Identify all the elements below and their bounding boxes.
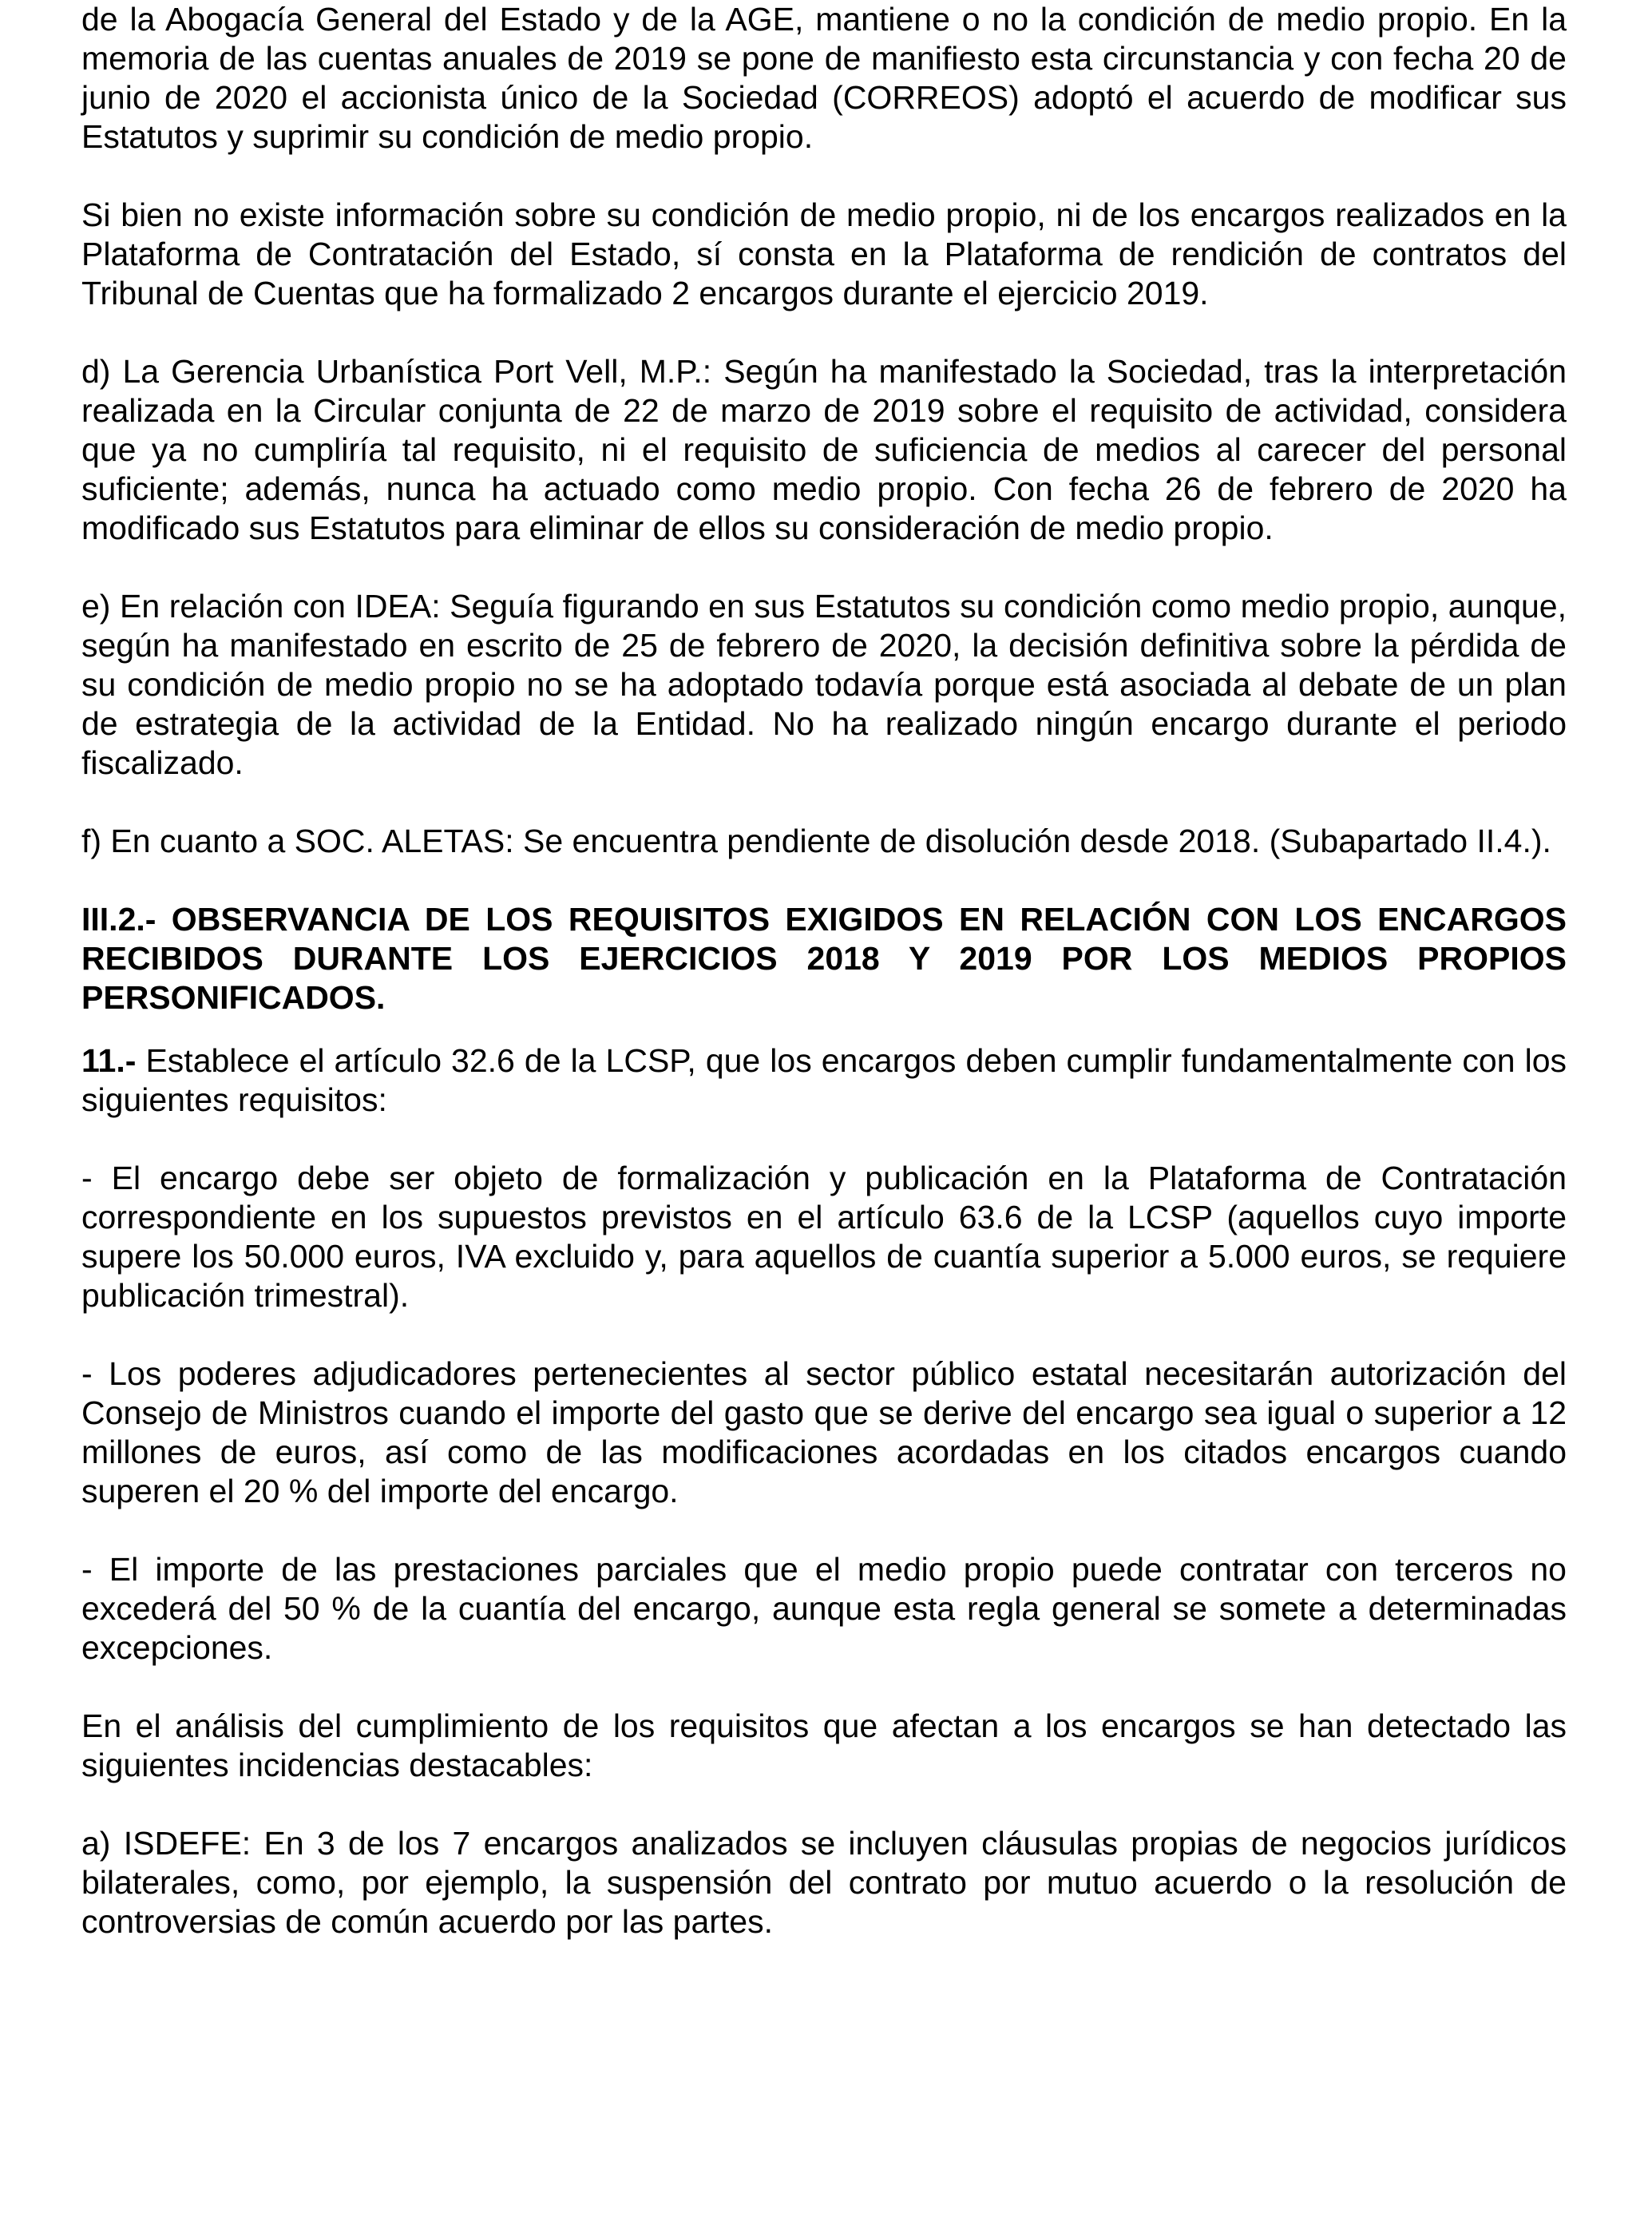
paragraph-plataforma: Si bien no existe información sobre su condición de medio propio, ni de los encargos realizados en la Plataforma de Contratación del Estado, sí consta en la Plataforma de rendición de contratos del Tribunal de Cuentas que ha formalizado 2 encargos durante el ejercicio 2019.: [81, 196, 1567, 311]
document-body: [81, 0, 1567, 1981]
paragraph-analysis: En el análisis del cumplimiento de los requisitos que afectan a los encargos se han detectado las siguientes incidencias destacables:: [81, 1707, 1567, 1783]
paragraph-aletas: f) En cuanto a SOC. ALETAS: Se encuentra pendiente de disolución desde 2018. (Subapartado II.4.).: [81, 823, 1551, 859]
paragraph-number: 11.-: [81, 1042, 137, 1079]
paragraph-idea: e) En relación con IDEA: Seguía figurando en sus Estatutos su condición como medio propio, aunque, según ha manifestado en escrito de 25 de febrero de 2020, la decisión definitiva sobre la pérdida de su condición de medio propio no se ha adoptado todavía porque está asociada al debate de un plan de estrategia de la actividad de la Entidad. No ha realizado ningún encargo durante el periodo fiscalizado.: [81, 588, 1567, 781]
paragraph-requirement-third-parties: - El importe de las prestaciones parciales que el medio propio puede contratar con terceros no excederá del 50 % de la cuantía del encargo, aunque esta regla general se somete a determinadas excepciones.: [81, 1551, 1567, 1666]
paragraph-article-32: [81, 1041, 1567, 1120]
section-heading: III.2.- OBSERVANCIA DE LOS REQUISITOS EXIGIDOS EN RELACIÓN CON LOS ENCARGOS RECIBIDOS DURANTE LOS EJERCICIOS 2018 Y 2019 POR LOS MEDIOS PROPIOS PERSONIFICADOS.: [81, 901, 1567, 1016]
paragraph-isdefe: a) ISDEFE: En 3 de los 7 encargos analizados se incluyen cláusulas propias de negocios jurídicos bilaterales, como, por ejemplo, la suspensión del contrato por mutuo acuerdo o la resolución de controversias de común acuerdo por las partes.: [81, 1825, 1567, 1940]
paragraph-article-32-text: Establece el artículo 32.6 de la LCSP, que los encargos deben cumplir fundamentalmente con los siguientes requisitos:: [81, 1042, 1567, 1118]
paragraph-requirement-publication: - El encargo debe ser objeto de formalización y publicación en la Plataforma de Contratación correspondiente en los supuestos previstos en el artículo 63.6 de la LCSP (aquellos cuyo importe supere los 50.000 euros, IVA excluido y, para aquellos de cuantía superior a 5.000 euros, se requiere publicación trimestral).: [81, 1160, 1567, 1314]
paragraph-port-vell: d) La Gerencia Urbanística Port Vell, M.P.: Según ha manifestado la Sociedad, tras la interpretación realizada en la Circular conjunta de 22 de marzo de 2019 sobre el requisito de actividad, considera que ya no cumpliría tal requisito, ni el requisito de suficiencia de medios al carecer del personal suficiente; además, nunca ha actuado como medio propio. Con fecha 26 de febrero de 2020 ha modificado sus Estatutos para eliminar de ellos su consideración de medio propio.: [81, 353, 1567, 546]
paragraph-requirement-authorization: - Los poderes adjudicadores pertenecientes al sector público estatal necesitarán autorización del Consejo de Ministros cuando el importe del gasto que se derive del encargo sea igual o superior a 12 millones de euros, así como de las modificaciones acordadas en los citados encargos cuando superen el 20 % del importe del encargo.: [81, 1355, 1567, 1509]
paragraph-correos: de la Abogacía General del Estado y de la AGE, mantiene o no la condición de medio propio. En la memoria de las cuentas anuales de 2019 se pone de manifiesto esta circunstancia y con fecha 20 de junio de 2020 el accionista único de la Sociedad (CORREOS) adoptó el acuerdo de modificar sus Estatutos y suprimir su condición de medio propio.: [81, 1, 1567, 155]
